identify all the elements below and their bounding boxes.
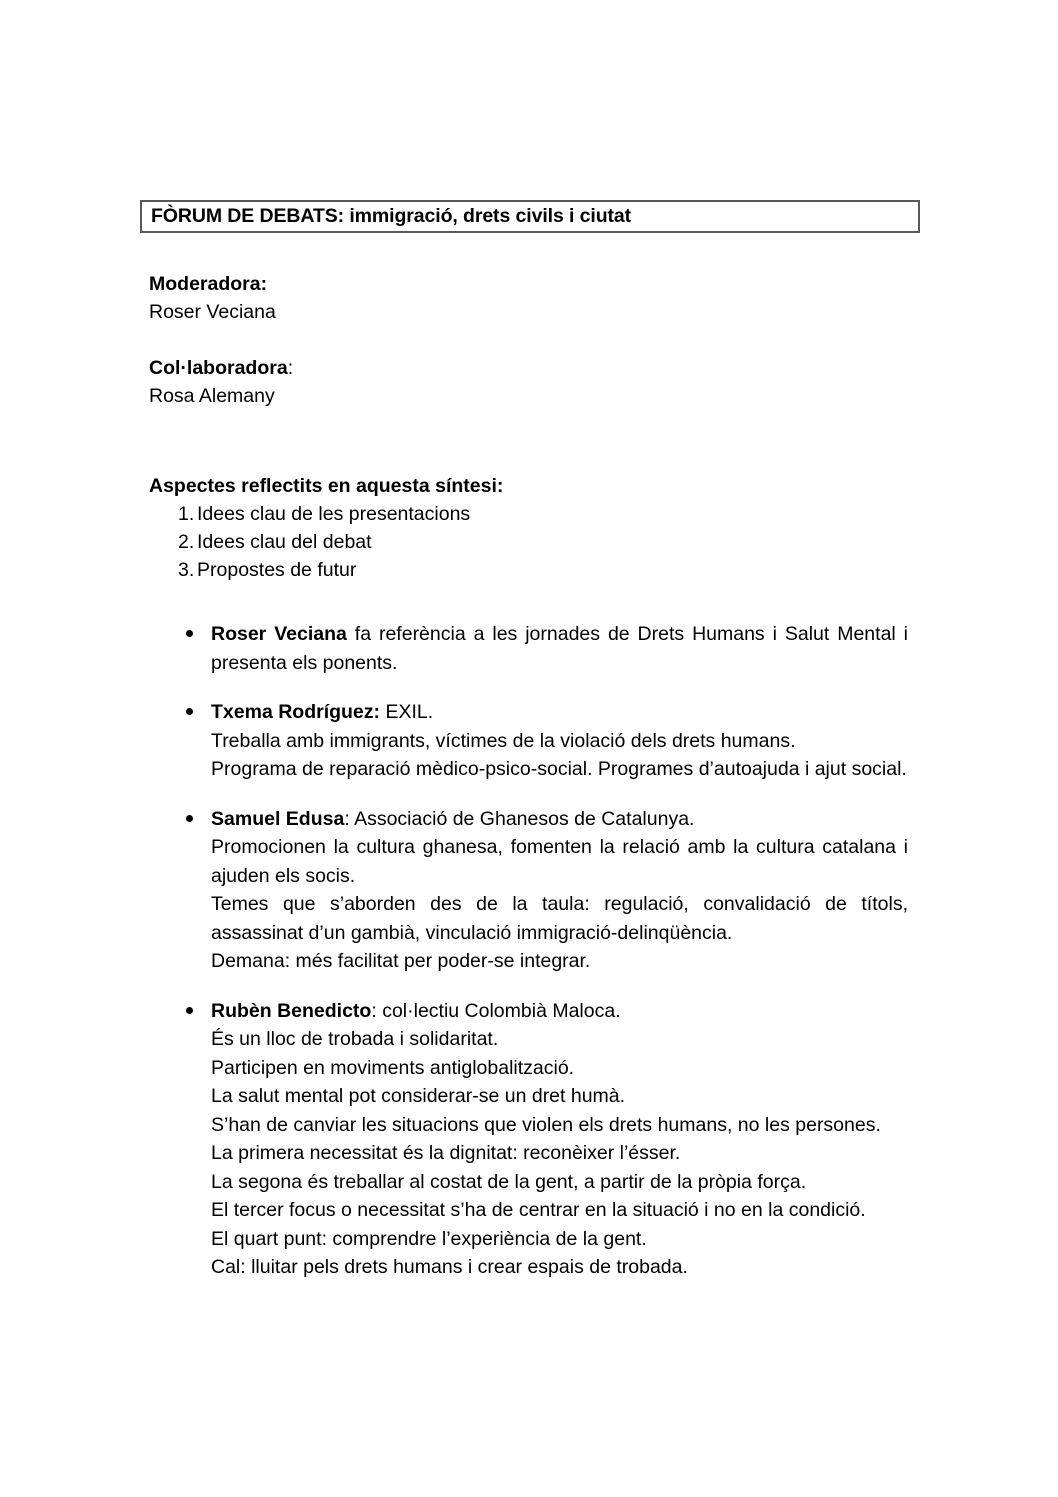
speaker-paragraph	[211, 698, 908, 727]
credits-spacer	[149, 326, 909, 354]
list-item	[186, 620, 908, 677]
speaker-separator	[347, 623, 355, 645]
moderator-name: Roser Veciana	[149, 301, 276, 323]
speaker-paragraph	[211, 805, 908, 834]
page-title: FÒRUM DE DEBATS: immigració, drets civils i ciutat	[151, 204, 632, 227]
collaborator-name: Rosa Alemany	[149, 385, 275, 407]
list-item	[186, 997, 908, 1282]
speaker-text-line: És un lloc de trobada i solidaritat.	[211, 1028, 499, 1050]
list-item-label: Propostes de futur	[197, 559, 357, 581]
bullet-icon	[186, 1007, 193, 1014]
bullet-icon	[186, 708, 193, 715]
speaker-text-line: Participen en moviments antiglobalització.	[211, 1056, 575, 1079]
speaker-text-line: El tercer focus o necessitat s’ha de centrar en la situació i no en la condició.	[211, 1199, 866, 1221]
list-item	[149, 500, 909, 528]
bullet-icon	[186, 630, 193, 637]
aspects-heading: Aspectes reflectits en aquesta síntesi:	[149, 475, 504, 497]
aspects-list	[149, 500, 909, 584]
speaker-name: Roser Veciana	[211, 623, 347, 645]
speaker-text-line: Treballa amb immigrants, víctimes de la violació dels drets humans.	[211, 729, 796, 752]
moderator-label: Moderadora:	[149, 273, 268, 295]
document-title-box	[140, 200, 920, 233]
speaker-text: EXIL.	[385, 701, 434, 723]
speaker-text-line: Promocionen la cultura ghanesa, fomenten la relació amb la cultura catalana i ajuden els socis.	[211, 836, 908, 887]
speaker-separator: :	[371, 999, 383, 1022]
collaborator-label-line	[149, 354, 909, 382]
list-item	[186, 698, 908, 784]
moderator-block	[149, 270, 909, 326]
aspects-block	[149, 472, 909, 584]
list-item	[186, 805, 908, 976]
speaker-text: fa referència a les jornades de Drets Humans i Salut Mental i presenta els ponents.	[211, 623, 909, 674]
bullet-icon	[186, 815, 193, 822]
list-item-label: Idees clau de les presentacions	[197, 503, 471, 525]
speaker-text: Associació de Ghanesos de Catalunya.	[354, 807, 695, 830]
speaker-text-line: La segona és treballar al costat de la gent, a partir de la pròpia força.	[211, 1170, 807, 1193]
list-item	[149, 528, 909, 556]
speaker-text-line: Temes que s’aborden des de la taula: regulació, convalidació de títols, assassinat d’un gambià, vinculació immigració-delinqüència.	[211, 893, 908, 944]
collaborator-block	[149, 354, 909, 410]
collaborator-label: Col·laboradora	[149, 357, 288, 379]
speaker-notes-list	[186, 620, 908, 1282]
list-item-label: Idees clau del debat	[197, 531, 372, 553]
speaker-text-line: Cal: lluitar pels drets humans i crear espais de trobada.	[211, 1256, 688, 1278]
speaker-text-line: El quart punt: comprendre l’experiència de la gent.	[211, 1227, 647, 1250]
list-item-number: 2.	[178, 531, 195, 553]
speaker-separator: :	[344, 807, 355, 830]
list-item	[149, 556, 909, 584]
speaker-paragraph	[211, 620, 908, 677]
list-item-number: 3.	[178, 559, 195, 581]
aspects-spacer	[149, 410, 909, 472]
speaker-name: Txema Rodríguez:	[211, 701, 381, 723]
speaker-paragraph	[211, 997, 908, 1026]
speaker-text: col·lectiu Colombià Maloca.	[382, 999, 621, 1022]
speaker-name: Rubèn Benedicto	[211, 999, 372, 1022]
list-item-number: 1.	[178, 503, 195, 525]
document-body-upper	[149, 270, 909, 584]
speaker-text-line: S’han de canviar les situacions que violen els drets humans, no les persones.	[211, 1113, 881, 1136]
speaker-name: Samuel Edusa	[211, 807, 345, 830]
speaker-text-line: Demana: més facilitat per poder-se integrar.	[211, 950, 591, 972]
speaker-text-line: La salut mental pot considerar-se un dret humà.	[211, 1085, 626, 1107]
speaker-text-line: La primera necessitat és la dignitat: reconèixer l’ésser.	[211, 1142, 681, 1164]
speaker-text-line: Programa de reparació mèdico-psico-social. Programes d’autoajuda i ajut social.	[211, 758, 907, 780]
collaborator-label-colon: :	[287, 357, 294, 379]
